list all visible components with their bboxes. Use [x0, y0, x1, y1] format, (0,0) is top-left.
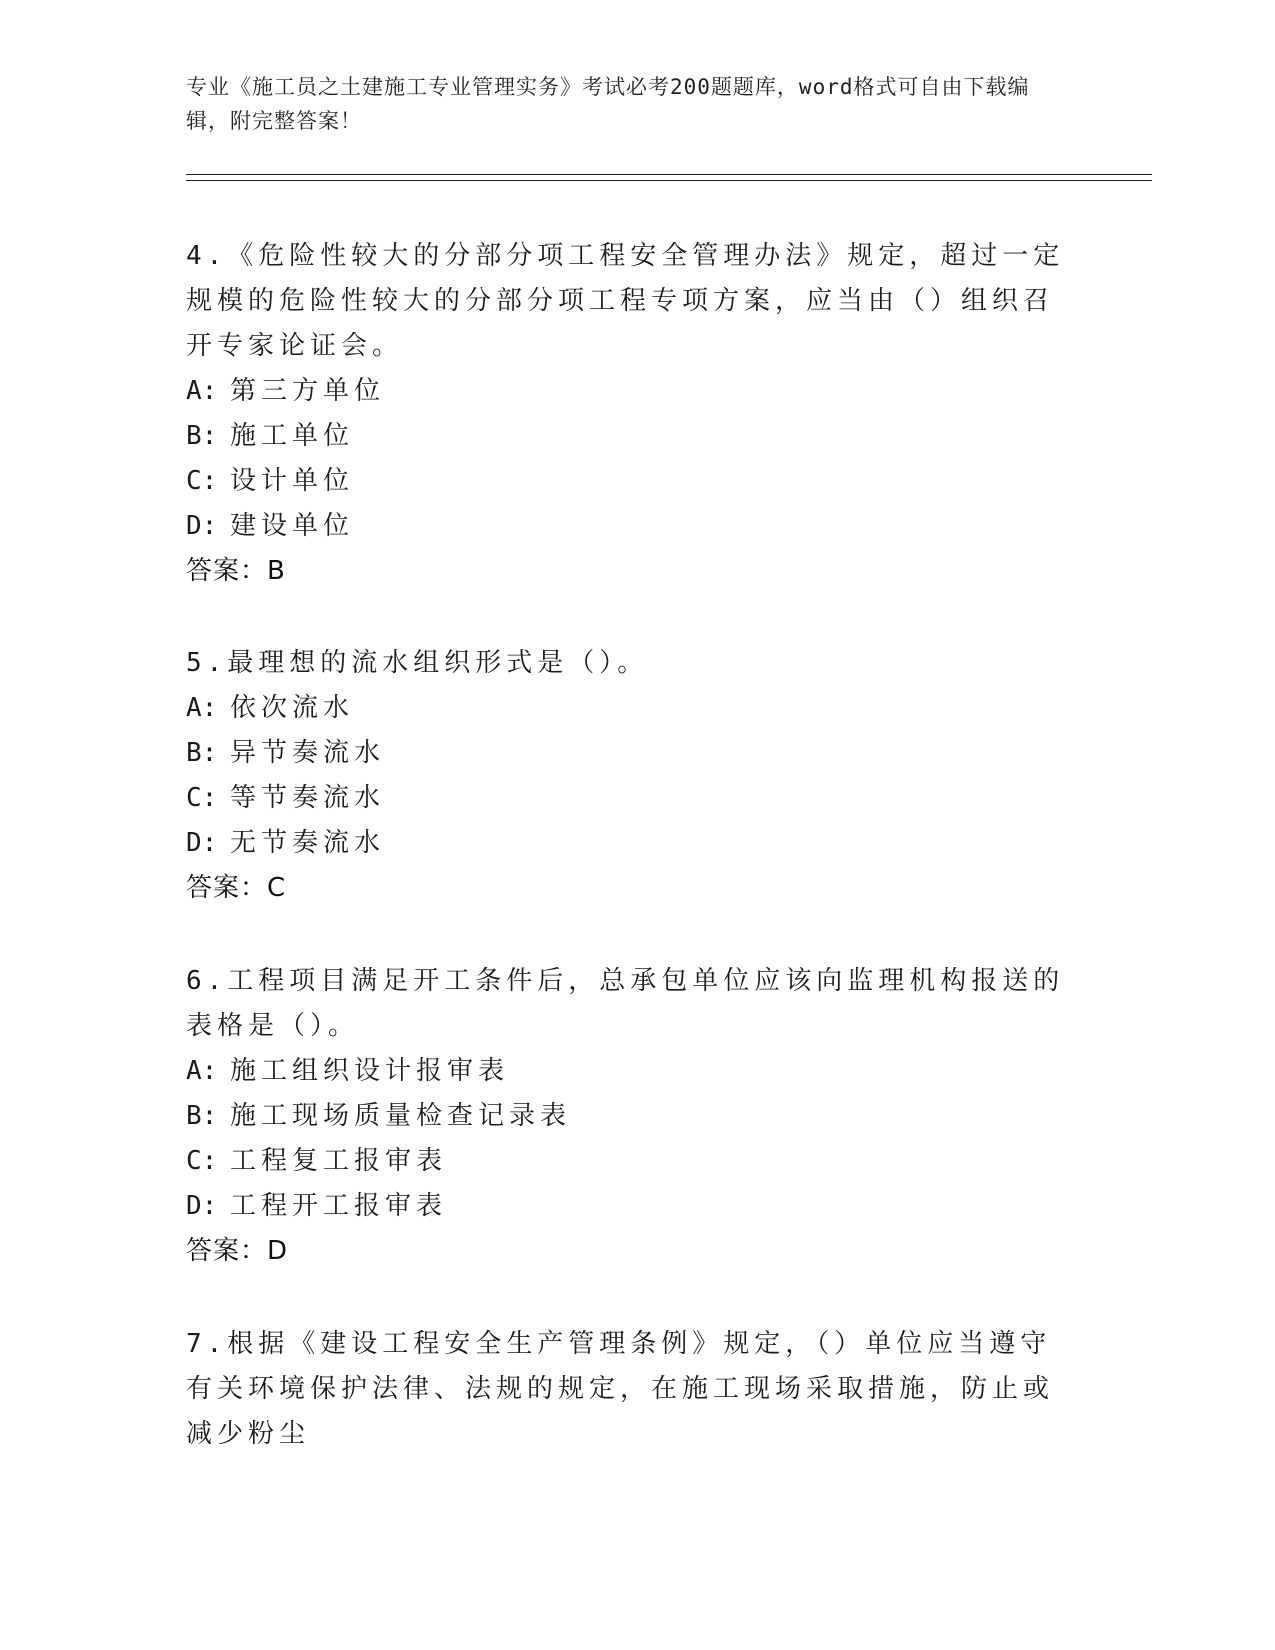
option-letter: A: [186, 376, 218, 406]
option-letter: C: [186, 1146, 218, 1176]
question-text: 7.根据《建设工程安全生产管理条例》规定，（）单位应当遵守有关环境保护法律、法规的规定，在施工现场采取措施，防止或减少粉尘 [186, 1329, 1055, 1449]
option-a [186, 1049, 1066, 1094]
option-b [186, 731, 1066, 776]
option-c [186, 776, 1066, 821]
option-b [186, 1094, 1066, 1139]
option-d [186, 1184, 1066, 1229]
header-divider-bottom [186, 180, 1152, 181]
option-letter: C: [186, 466, 218, 496]
question-4 [186, 234, 1066, 594]
question-5 [186, 641, 1066, 911]
option-text: 工程开工报审表 [230, 1191, 448, 1221]
option-text: 施工现场质量检查记录表 [230, 1101, 572, 1131]
option-text: 设计单位 [230, 466, 355, 496]
question-text: 6.工程项目满足开工条件后，总承包单位应该向监理机构报送的表格是（）。 [186, 966, 1065, 1041]
option-text: 工程复工报审表 [230, 1146, 448, 1176]
option-text: 异节奏流水 [230, 738, 386, 768]
question-text: 5.最理想的流水组织形式是（）。 [186, 648, 649, 678]
question-6 [186, 959, 1066, 1274]
option-letter: A: [186, 693, 218, 723]
option-d [186, 821, 1066, 866]
option-text: 等节奏流水 [230, 783, 386, 813]
option-b [186, 414, 1066, 459]
option-a [186, 686, 1066, 731]
option-c [186, 459, 1066, 504]
answer: 答案：B [186, 556, 286, 586]
question-text: 4.《危险性较大的分部分项工程安全管理办法》规定，超过一定规模的危险性较大的分部分项工程专项方案，应当由（）组织召开专家论证会。 [186, 241, 1065, 361]
option-letter: B: [186, 421, 218, 451]
option-text: 第三方单位 [230, 376, 386, 406]
option-c [186, 1139, 1066, 1184]
header-divider-top [186, 174, 1152, 175]
option-text: 建设单位 [230, 511, 355, 541]
option-text: 无节奏流水 [230, 828, 386, 858]
option-letter: B: [186, 738, 218, 768]
answer: 答案：C [186, 873, 287, 903]
option-letter: A: [186, 1056, 218, 1086]
option-letter: D: [186, 511, 218, 541]
option-letter: B: [186, 1101, 218, 1131]
option-letter: D: [186, 1191, 218, 1221]
answer: 答案：D [186, 1236, 289, 1266]
option-text: 施工单位 [230, 421, 355, 451]
option-a [186, 369, 1066, 414]
option-d [186, 504, 1066, 549]
option-text: 依次流水 [230, 693, 355, 723]
option-letter: D: [186, 828, 218, 858]
question-7 [186, 1322, 1066, 1457]
document-header: 专业《施工员之土建施工专业管理实务》考试必考200题题库，word格式可自由下载编辑，附完整答案！ [186, 75, 1030, 133]
option-text: 施工组织设计报审表 [230, 1056, 510, 1086]
option-letter: C: [186, 783, 218, 813]
